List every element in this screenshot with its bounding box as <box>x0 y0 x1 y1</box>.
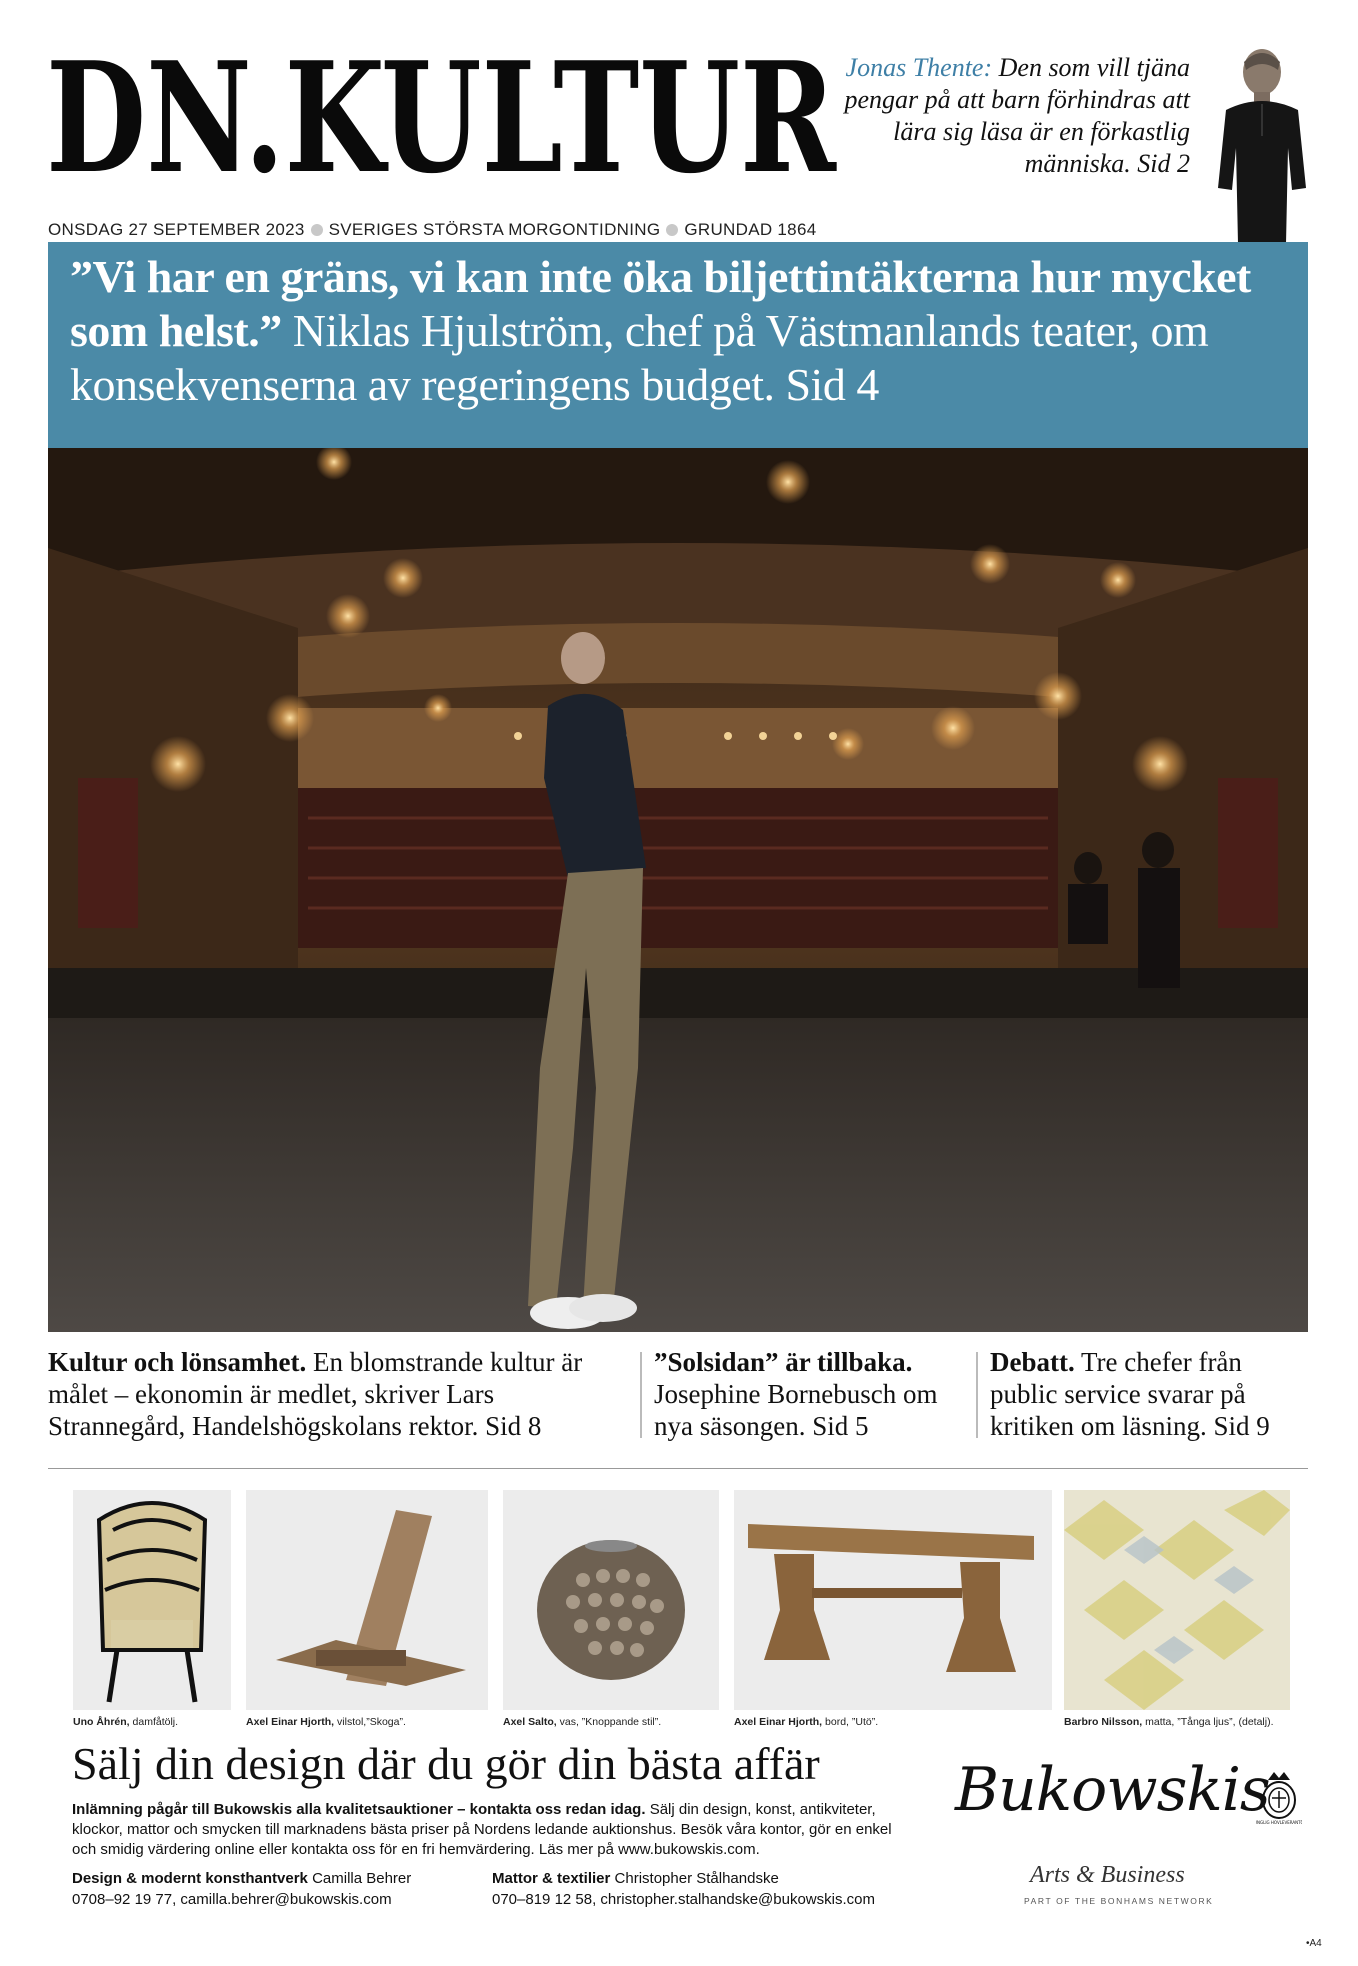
product-image-chair <box>73 1490 231 1710</box>
page-code: •A4 <box>1306 1938 1322 1949</box>
teaser[interactable] <box>840 52 1190 180</box>
column-divider <box>640 1352 642 1438</box>
column-solsidan[interactable] <box>654 1346 974 1442</box>
lead-quote-text: Niklas Hjulström, chef på Västmanlands teater, om konsekvenserna av regeringens budget. Sid 4 <box>70 305 1209 410</box>
column-debatt[interactable] <box>990 1346 1308 1442</box>
product-image-table <box>734 1490 1052 1710</box>
product-caption: Axel Einar Hjorth, bord, ”Utö”. <box>734 1716 879 1728</box>
bukowskis-logo[interactable]: Bukowskis <box>955 1755 1270 1825</box>
royal-seal-icon <box>1256 1770 1302 1826</box>
ad-headline: Sälj din design där du gör din bästa affär <box>72 1738 820 1789</box>
column-kultur-text: En blomstrande kultur är målet – ekonomin är medlet, skriver Lars Strannegård, Handelshögskolans rektor. Sid 8 <box>48 1347 583 1441</box>
ad-body-text: Sälj din design, konst, antikviteter, klockor, mattor och smycken till marknadens bästa priser på Nordens ledande auktionshus. Besök våra kontor, gör en enkel och smidig värdering online eller kontakta oss för en fri hemvärdering. Läs mer på www.bukowskis.com. <box>72 1801 892 1858</box>
product-image-vase <box>503 1490 719 1710</box>
masthead-logo <box>46 36 846 186</box>
bullet-icon <box>311 224 323 236</box>
dateline-founded: GRUNDAD 1864 <box>684 220 817 239</box>
dateline-tagline: SVERIGES STÖRSTA MORGONTIDNING <box>328 220 661 239</box>
ad-body-bold: Inlämning pågår till Bukowskis alla kvalitetsauktioner – kontakta oss redan idag. <box>72 1801 646 1818</box>
teaser-text: Den som vill tjäna pengar på att barn förhindras att lära sig läsa är en förkastlig människa. Sid 2 <box>844 53 1190 178</box>
column-solsidan-head: ”Solsidan” är tillbaka. <box>654 1347 913 1377</box>
author-portrait <box>1208 48 1316 244</box>
lead-photo <box>48 448 1308 1332</box>
column-debatt-head: Debatt. <box>990 1347 1075 1377</box>
masthead-title: DN.KULTUR <box>46 36 838 186</box>
column-debatt-text: Tre chefer från public service svarar på kritiken om läsning. Sid 9 <box>990 1347 1270 1441</box>
ad-contact-textiles[interactable]: Mattor & textilier Christopher Stålhandske 070–819 12 58, christopher.stalhandske@bukowskis.com <box>492 1870 875 1908</box>
bullet-icon <box>666 224 678 236</box>
brand-network: PART OF THE BONHAMS NETWORK <box>1024 1896 1214 1906</box>
section-divider <box>48 1468 1308 1469</box>
column-kultur[interactable] <box>48 1346 638 1442</box>
dateline-date: ONSDAG 27 SEPTEMBER 2023 <box>48 220 305 239</box>
teaser-name: Jonas Thente: <box>845 53 993 82</box>
product-caption: Axel Salto, vas, ”Knoppande stil”. <box>503 1716 662 1728</box>
product-caption: Uno Åhrén, damfåtölj. <box>73 1716 179 1728</box>
column-solsidan-text: Josephine Bornebusch om nya säsongen. Sid 5 <box>654 1379 938 1441</box>
brand-subtitle: Arts & Business <box>1030 1862 1185 1888</box>
dateline <box>48 220 816 240</box>
product-caption: Axel Einar Hjorth, vilstol,”Skoga”. <box>246 1716 406 1728</box>
lead-quote-bold: ”Vi har en gräns, vi kan inte öka biljettintäkterna hur mycket som helst.” <box>70 251 1251 356</box>
lead-quote[interactable] <box>70 250 1270 412</box>
product-image-rug <box>1064 1490 1290 1710</box>
column-divider <box>976 1352 978 1438</box>
product-image-lounger <box>246 1490 488 1710</box>
product-caption: Barbro Nilsson, matta, ”Tånga ljus”, (detalj). <box>1064 1716 1274 1728</box>
svg-text:KUNGLIG HOVLEVERANTÖR: NGLIG HOVLEVERANT <box>1257 1820 1301 1825</box>
ad-body <box>72 1800 918 1860</box>
ad-contact-design[interactable]: Design & modernt konsthantverk Camilla Behrer 0708–92 19 77, camilla.behrer@bukowskis.com <box>72 1870 412 1908</box>
column-kultur-head: Kultur och lönsamhet. <box>48 1347 307 1377</box>
